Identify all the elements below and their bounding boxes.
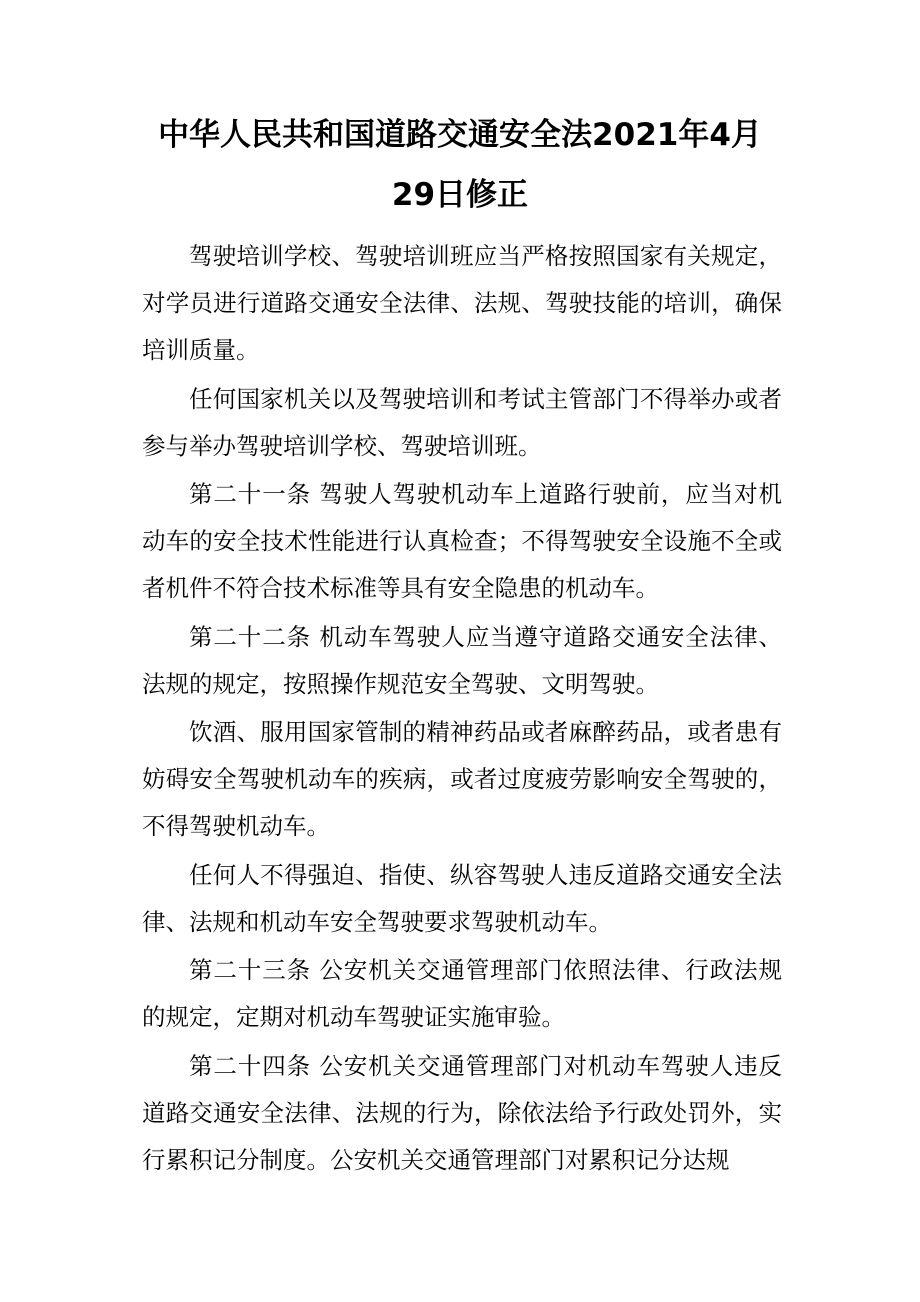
- paragraph: 任何国家机关以及驾驶培训和考试主管部门不得举办或者参与举办驾驶培训学校、驾驶培训班。: [142, 384, 782, 460]
- paragraph: 驾驶培训学校、驾驶培训班应当严格按照国家有关规定，对学员进行道路交通安全法律、法规、驾驶技能的培训，确保培训质量。: [142, 242, 782, 364]
- paragraph: 第二十四条 公安机关交通管理部门对机动车驾驶人违反道路交通安全法律、法规的行为，除依法给予行政处罚外，实行累积记分制度。公安机关交通管理部门对累积记分达规: [142, 1051, 782, 1174]
- paragraph: 任何人不得强迫、指使、纵容驾驶人违反道路交通安全法律、法规和机动车安全驾驶要求驾驶机动车。: [142, 860, 782, 936]
- paragraph: 第二十一条 驾驶人驾驶机动车上道路行驶前，应当对机动车的安全技术性能进行认真检查；不得驾驶安全设施不全或者机件不符合技术标准等具有安全隐患的机动车。: [142, 480, 782, 602]
- document-body: [142, 233, 782, 1185]
- paragraph: 饮酒、服用国家管制的精神药品或者麻醉药品，或者患有妨碍安全驾驶机动车的疾病，或者过度疲劳影响安全驾驶的，不得驾驶机动车。: [142, 718, 782, 840]
- paragraph: 第二十三条 公安机关交通管理部门依照法律、行政法规的规定，定期对机动车驾驶证实施审验。: [142, 956, 782, 1031]
- paragraph: 第二十二条 机动车驾驶人应当遵守道路交通安全法律、法规的规定，按照操作规范安全驾驶、文明驾驶。: [142, 622, 782, 698]
- document-title: 中华人民共和国道路交通安全法2021年4月29日修正: [158, 117, 762, 213]
